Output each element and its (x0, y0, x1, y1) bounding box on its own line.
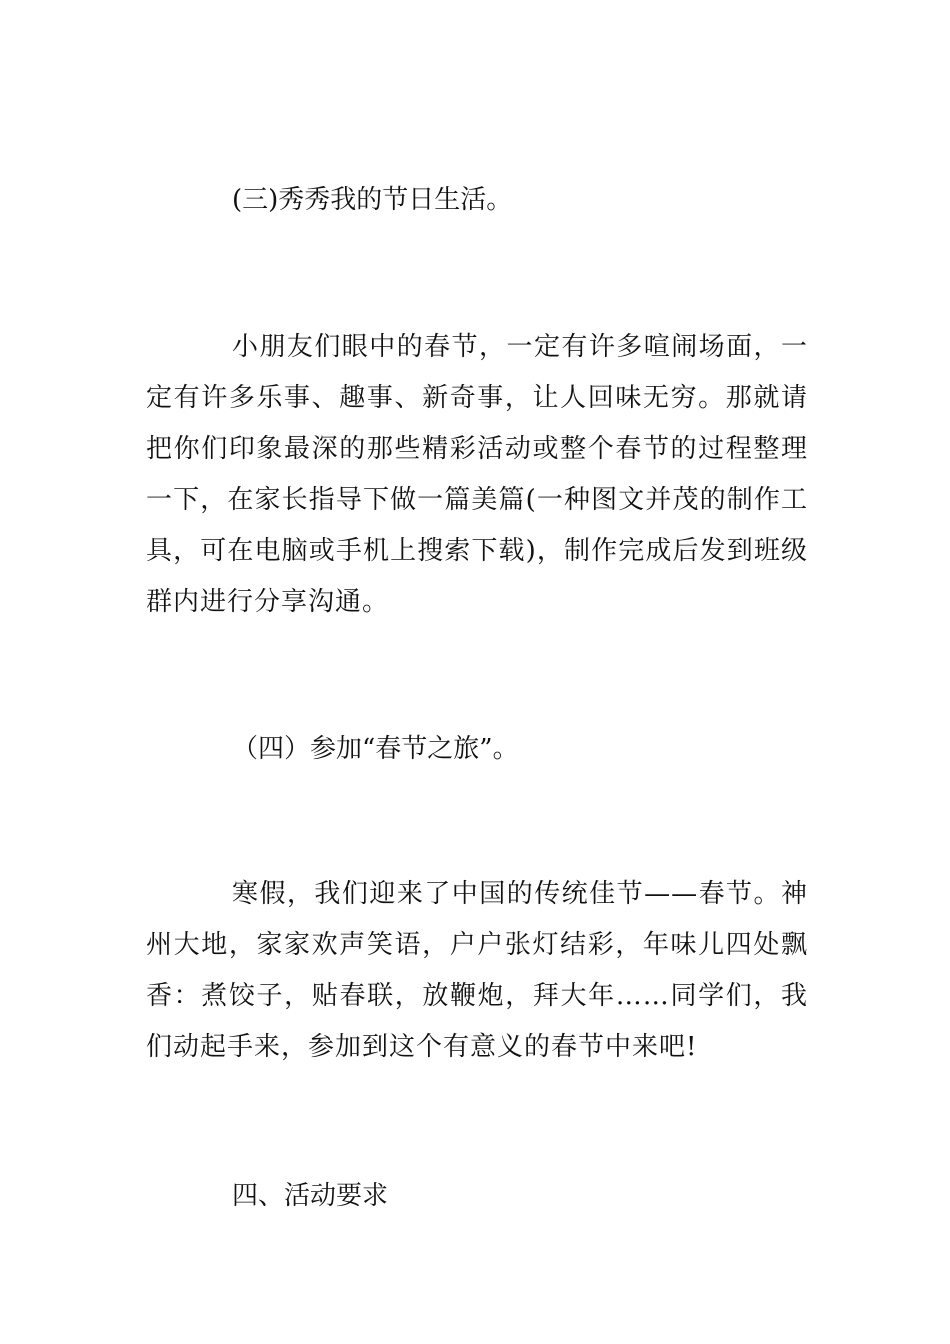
section-heading-show-holiday-life: (三)秀秀我的节日生活。 (232, 185, 513, 215)
section-heading-spring-festival-trip: （四）参加“春节之旅”。 (232, 734, 519, 764)
paragraph-spring-festival: 寒假，我们迎来了中国的传统佳节——春节。神州大地，家家欢声笑语，户户张灯结彩，年味儿四处飘香：煮饺子，贴春联，放鞭炮，拜大年……同学们，我们动起手来，参加到这个有意义的春节中来吧! (146, 879, 808, 1062)
paragraph-holiday-memories: 小朋友们眼中的春节，一定有许多喧闹场面，一定有许多乐事、趣事、新奇事，让人回味无穷。那就请把你们印象最深的那些精彩活动或整个春节的过程整理一下，在家长指导下做一篇美篇(一种图文并茂的制作工具，可在电脑或手机上搜索下载)，制作完成后发到班级群内进行分享沟通。 (146, 332, 808, 617)
section-heading-activity-requirements: 四、活动要求 (232, 1181, 389, 1211)
